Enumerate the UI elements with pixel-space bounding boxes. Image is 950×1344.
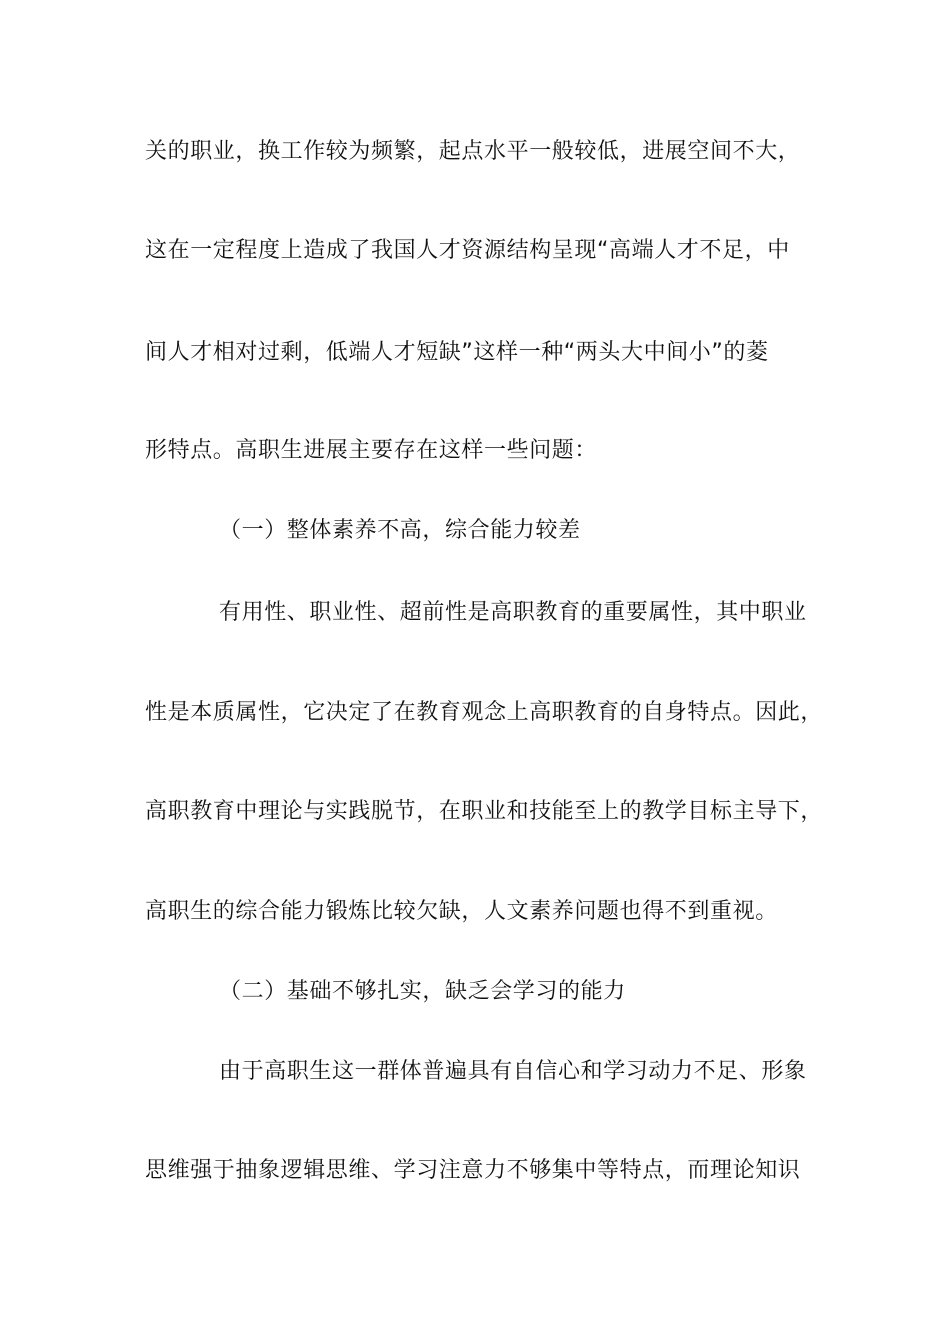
paragraph-line: 高职教育中理论与实践脱节，在职业和技能至上的教学目标主导下， bbox=[145, 799, 824, 824]
paragraph-line: 这在一定程度上造成了我国人才资源结构呈现“高端人才不足，中 bbox=[145, 238, 790, 263]
paragraph-line: 有用性、职业性、超前性是高职教育的重要属性，其中职业 bbox=[219, 600, 807, 625]
paragraph-line: 形特点。高职生进展主要存在这样一些问题： bbox=[145, 438, 598, 463]
paragraph-line: 性是本质属性，它决定了在教育观念上高职教育的自身特点。因此， bbox=[145, 700, 824, 725]
paragraph-line: 关的职业，换工作较为频繁，起点水平一般较低，进展空间不大， bbox=[145, 139, 801, 164]
section-heading: （二）基础不够扎实，缺乏会学习的能力 bbox=[219, 979, 626, 1004]
section-heading: （一）整体素养不高，综合能力较差 bbox=[219, 518, 581, 543]
paragraph-line: 高职生的综合能力锻炼比较欠缺，人文素养问题也得不到重视。 bbox=[145, 899, 778, 924]
paragraph-line: 由于高职生这一群体普遍具有自信心和学习动力不足、形象 bbox=[219, 1059, 807, 1084]
paragraph-line: 思维强于抽象逻辑思维、学习注意力不够集中等特点，而理论知识 bbox=[145, 1158, 801, 1183]
paragraph-line: 间人才相对过剩，低端人才短缺”这样一种“两头大中间小”的菱 bbox=[145, 340, 769, 365]
